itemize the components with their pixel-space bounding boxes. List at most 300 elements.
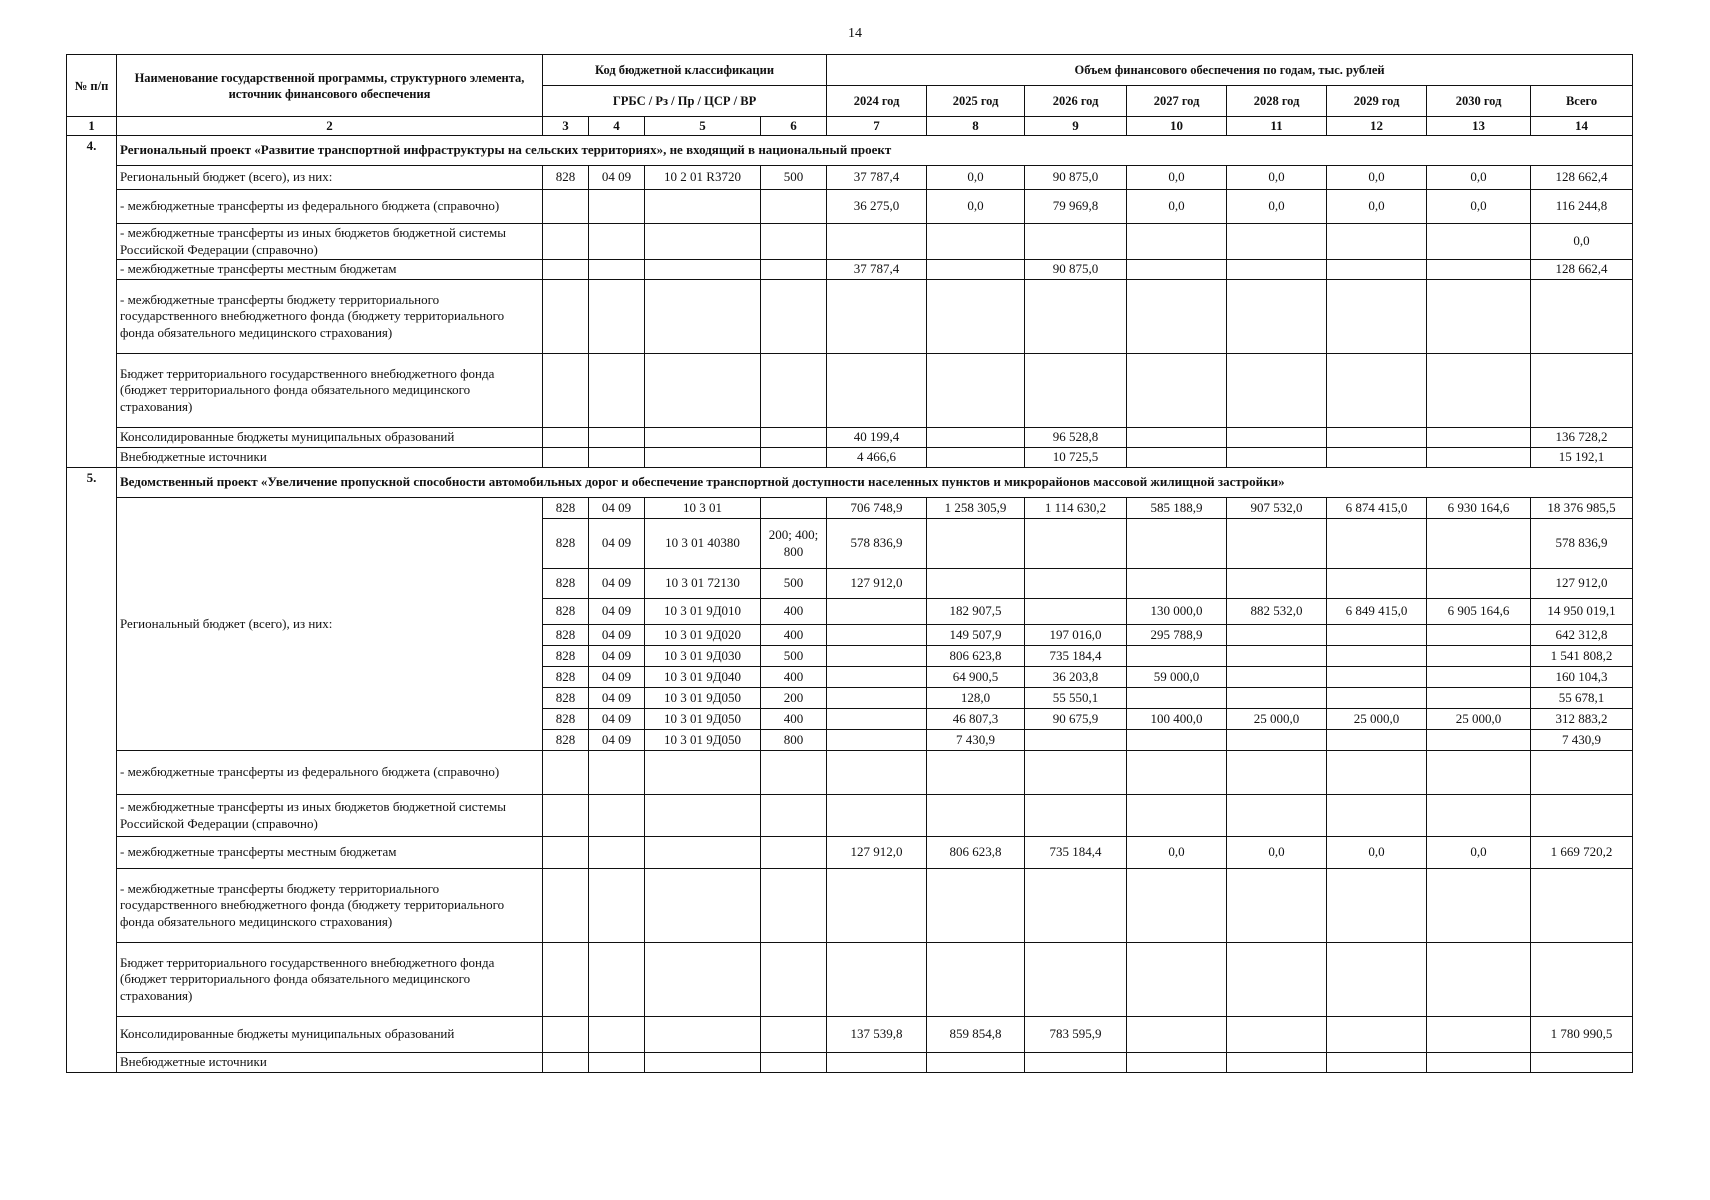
code-cell: 04 09 xyxy=(589,730,645,751)
value-cell xyxy=(1025,943,1127,1017)
code-cell: 828 xyxy=(543,498,589,519)
value-cell xyxy=(1427,751,1531,795)
total-cell: 136 728,2 xyxy=(1531,428,1633,448)
value-cell xyxy=(927,448,1025,468)
value-cell: 6 930 164,6 xyxy=(1427,498,1531,519)
value-cell: 1 258 305,9 xyxy=(927,498,1025,519)
value-cell: 0,0 xyxy=(1427,837,1531,869)
value-cell xyxy=(1327,730,1427,751)
value-cell: 806 623,8 xyxy=(927,837,1025,869)
value-cell xyxy=(927,569,1025,599)
value-cell xyxy=(1327,646,1427,667)
value-cell xyxy=(1227,646,1327,667)
code-cell xyxy=(761,943,827,1017)
header-total: Всего xyxy=(1531,86,1633,117)
code-cell xyxy=(543,869,589,943)
value-cell xyxy=(1427,260,1531,280)
header-year: 2025 год xyxy=(927,86,1025,117)
value-cell xyxy=(1127,730,1227,751)
value-cell: 7 430,9 xyxy=(927,730,1025,751)
code-cell: 828 xyxy=(543,646,589,667)
code-cell: 500 xyxy=(761,646,827,667)
total-cell: 14 950 019,1 xyxy=(1531,599,1633,625)
value-cell: 806 623,8 xyxy=(927,646,1025,667)
value-cell xyxy=(1327,1017,1427,1053)
row-label: Внебюджетные источники xyxy=(117,1053,543,1073)
row-label: Консолидированные бюджеты муниципальных образований xyxy=(117,428,543,448)
value-cell xyxy=(1025,599,1127,625)
column-number: 1 xyxy=(67,117,117,136)
value-cell: 137 539,8 xyxy=(827,1017,927,1053)
code-cell xyxy=(543,260,589,280)
value-cell xyxy=(1227,1017,1327,1053)
code-cell xyxy=(761,751,827,795)
value-cell xyxy=(1327,943,1427,1017)
code-cell xyxy=(761,190,827,224)
code-cell: 04 09 xyxy=(589,498,645,519)
value-cell xyxy=(827,354,927,428)
code-cell: 04 09 xyxy=(589,569,645,599)
total-cell: 128 662,4 xyxy=(1531,166,1633,190)
value-cell xyxy=(1127,1017,1227,1053)
total-cell: 578 836,9 xyxy=(1531,519,1633,569)
code-cell xyxy=(543,224,589,260)
code-cell xyxy=(645,751,761,795)
row-label: - межбюджетные трансферты местным бюджетам xyxy=(117,260,543,280)
column-number: 12 xyxy=(1327,117,1427,136)
value-cell: 100 400,0 xyxy=(1127,709,1227,730)
total-cell xyxy=(1531,280,1633,354)
code-cell: 828 xyxy=(543,625,589,646)
value-cell xyxy=(1427,625,1531,646)
value-cell xyxy=(1327,869,1427,943)
code-cell: 400 xyxy=(761,709,827,730)
section-number: 4. xyxy=(67,136,117,468)
total-cell: 116 244,8 xyxy=(1531,190,1633,224)
value-cell: 55 550,1 xyxy=(1025,688,1127,709)
total-cell xyxy=(1531,1053,1633,1073)
code-cell xyxy=(543,837,589,869)
value-cell xyxy=(1127,448,1227,468)
value-cell xyxy=(1025,519,1127,569)
column-number: 2 xyxy=(117,117,543,136)
header-year: 2029 год xyxy=(1327,86,1427,117)
code-cell xyxy=(589,428,645,448)
value-cell xyxy=(1127,260,1227,280)
table-row xyxy=(67,190,1633,224)
code-cell: 828 xyxy=(543,166,589,190)
code-cell: 828 xyxy=(543,688,589,709)
value-cell: 0,0 xyxy=(927,190,1025,224)
table-row xyxy=(67,166,1633,190)
value-cell xyxy=(1127,224,1227,260)
value-cell xyxy=(1227,354,1327,428)
code-cell: 04 09 xyxy=(589,646,645,667)
code-cell xyxy=(645,795,761,837)
column-number: 3 xyxy=(543,117,589,136)
code-cell: 828 xyxy=(543,730,589,751)
header-year: 2027 год xyxy=(1127,86,1227,117)
value-cell xyxy=(1227,569,1327,599)
value-cell xyxy=(1327,224,1427,260)
code-cell: 10 3 01 72130 xyxy=(645,569,761,599)
code-cell: 400 xyxy=(761,599,827,625)
table-row xyxy=(67,260,1633,280)
value-cell xyxy=(827,599,927,625)
value-cell xyxy=(1025,569,1127,599)
value-cell xyxy=(1427,943,1531,1017)
value-cell: 90 875,0 xyxy=(1025,166,1127,190)
value-cell: 36 275,0 xyxy=(827,190,927,224)
value-cell xyxy=(1427,448,1531,468)
value-cell xyxy=(1127,428,1227,448)
value-cell: 25 000,0 xyxy=(1227,709,1327,730)
total-cell xyxy=(1531,751,1633,795)
value-cell xyxy=(1227,260,1327,280)
section-title: Ведомственный проект «Увеличение пропускной способности автомобильных дорог и обеспечение транспортной доступности населенных пунктов и микрорайонов массовой жилищной застройки» xyxy=(117,468,1633,498)
total-cell xyxy=(1531,943,1633,1017)
row-label: Внебюджетные источники xyxy=(117,448,543,468)
value-cell: 10 725,5 xyxy=(1025,448,1127,468)
code-cell xyxy=(589,448,645,468)
code-cell xyxy=(645,280,761,354)
value-cell xyxy=(1427,667,1531,688)
code-cell: 200; 400; 800 xyxy=(761,519,827,569)
code-cell xyxy=(645,837,761,869)
value-cell: 96 528,8 xyxy=(1025,428,1127,448)
column-number: 5 xyxy=(645,117,761,136)
total-cell: 127 912,0 xyxy=(1531,569,1633,599)
value-cell xyxy=(1427,428,1531,448)
total-cell: 7 430,9 xyxy=(1531,730,1633,751)
value-cell: 0,0 xyxy=(1327,837,1427,869)
code-cell: 10 3 01 9Д010 xyxy=(645,599,761,625)
code-cell xyxy=(543,354,589,428)
code-cell xyxy=(645,224,761,260)
code-cell xyxy=(589,280,645,354)
value-cell xyxy=(1427,1053,1531,1073)
value-cell xyxy=(1327,519,1427,569)
header-num: № п/п xyxy=(67,55,117,117)
total-cell: 1 669 720,2 xyxy=(1531,837,1633,869)
table-row xyxy=(67,1017,1633,1053)
code-cell xyxy=(645,428,761,448)
code-cell: 04 09 xyxy=(589,166,645,190)
value-cell: 64 900,5 xyxy=(927,667,1025,688)
value-cell: 40 199,4 xyxy=(827,428,927,448)
value-cell xyxy=(927,224,1025,260)
value-cell xyxy=(1227,795,1327,837)
section-number: 5. xyxy=(67,468,117,1073)
table-row xyxy=(67,448,1633,468)
value-cell: 128,0 xyxy=(927,688,1025,709)
value-cell xyxy=(1427,354,1531,428)
code-cell xyxy=(543,428,589,448)
value-cell: 0,0 xyxy=(1127,190,1227,224)
code-cell: 200 xyxy=(761,688,827,709)
value-cell xyxy=(1327,667,1427,688)
total-cell: 160 104,3 xyxy=(1531,667,1633,688)
value-cell: 6 905 164,6 xyxy=(1427,599,1531,625)
header-code-group: Код бюджетной классификации xyxy=(543,55,827,86)
value-cell: 25 000,0 xyxy=(1327,709,1427,730)
value-cell: 90 875,0 xyxy=(1025,260,1127,280)
code-cell: 10 3 01 9Д050 xyxy=(645,730,761,751)
row-label: Консолидированные бюджеты муниципальных образований xyxy=(117,1017,543,1053)
code-cell xyxy=(761,1053,827,1073)
code-cell: 500 xyxy=(761,166,827,190)
code-cell xyxy=(589,795,645,837)
code-cell xyxy=(589,224,645,260)
value-cell: 4 466,6 xyxy=(827,448,927,468)
row-label: - межбюджетные трансферты местным бюджетам xyxy=(117,837,543,869)
table-row xyxy=(67,224,1633,260)
table-row xyxy=(67,751,1633,795)
column-number: 14 xyxy=(1531,117,1633,136)
code-cell: 04 09 xyxy=(589,667,645,688)
value-cell xyxy=(1127,1053,1227,1073)
table-row xyxy=(67,354,1633,428)
code-cell xyxy=(543,751,589,795)
value-cell xyxy=(927,795,1025,837)
value-cell xyxy=(927,354,1025,428)
budget-table xyxy=(66,54,1633,1073)
code-cell xyxy=(543,1017,589,1053)
column-number-row xyxy=(67,117,1633,136)
code-cell xyxy=(761,869,827,943)
code-cell: 04 09 xyxy=(589,709,645,730)
value-cell xyxy=(827,795,927,837)
total-cell: 55 678,1 xyxy=(1531,688,1633,709)
value-cell: 0,0 xyxy=(1427,166,1531,190)
value-cell: 1 114 630,2 xyxy=(1025,498,1127,519)
total-cell xyxy=(1531,795,1633,837)
value-cell: 783 595,9 xyxy=(1025,1017,1127,1053)
value-cell: 0,0 xyxy=(1327,166,1427,190)
value-cell xyxy=(1227,224,1327,260)
value-cell: 0,0 xyxy=(1327,190,1427,224)
row-label: Бюджет территориального государственного внебюджетного фонда (бюджет территориального фонда обязательного медицинского страхования) xyxy=(117,943,543,1017)
header-year: 2026 год xyxy=(1025,86,1127,117)
page-number: 14 xyxy=(848,26,862,41)
column-number: 11 xyxy=(1227,117,1327,136)
code-cell xyxy=(645,260,761,280)
table-row xyxy=(67,869,1633,943)
total-cell: 128 662,4 xyxy=(1531,260,1633,280)
header-year: 2024 год xyxy=(827,86,927,117)
value-cell: 0,0 xyxy=(1227,190,1327,224)
value-cell xyxy=(1327,428,1427,448)
value-cell xyxy=(1127,688,1227,709)
code-cell xyxy=(589,1053,645,1073)
value-cell: 578 836,9 xyxy=(827,519,927,569)
row-label: Бюджет территориального государственного внебюджетного фонда (бюджет территориального фонда обязательного медицинского страхования) xyxy=(117,354,543,428)
value-cell xyxy=(927,519,1025,569)
value-cell: 907 532,0 xyxy=(1227,498,1327,519)
value-cell: 735 184,4 xyxy=(1025,646,1127,667)
value-cell xyxy=(1025,795,1127,837)
value-cell xyxy=(1025,869,1127,943)
value-cell: 859 854,8 xyxy=(927,1017,1025,1053)
value-cell xyxy=(1427,688,1531,709)
value-cell: 36 203,8 xyxy=(1025,667,1127,688)
code-cell xyxy=(645,1017,761,1053)
value-cell xyxy=(1227,869,1327,943)
total-cell: 312 883,2 xyxy=(1531,709,1633,730)
value-cell: 59 000,0 xyxy=(1127,667,1227,688)
code-cell: 828 xyxy=(543,709,589,730)
value-cell: 0,0 xyxy=(927,166,1025,190)
code-cell xyxy=(543,943,589,1017)
value-cell xyxy=(1327,569,1427,599)
code-cell: 04 09 xyxy=(589,519,645,569)
value-cell xyxy=(927,260,1025,280)
value-cell xyxy=(1127,795,1227,837)
value-cell xyxy=(1327,280,1427,354)
value-cell xyxy=(1427,519,1531,569)
code-cell xyxy=(543,795,589,837)
value-cell xyxy=(1427,280,1531,354)
value-cell xyxy=(927,751,1025,795)
value-cell: 295 788,9 xyxy=(1127,625,1227,646)
value-cell xyxy=(1427,569,1531,599)
value-cell xyxy=(827,688,927,709)
code-cell: 04 09 xyxy=(589,599,645,625)
value-cell xyxy=(827,625,927,646)
header-code-sub: ГРБС / Рз / Пр / ЦСР / ВР xyxy=(543,86,827,117)
code-cell xyxy=(761,354,827,428)
value-cell: 37 787,4 xyxy=(827,166,927,190)
header-year: 2030 год xyxy=(1427,86,1531,117)
code-cell: 10 3 01 9Д050 xyxy=(645,709,761,730)
row-label: - межбюджетные трансферты бюджету территориального государственного внебюджетного фонда (бюджету территориального фонда обязательного медицинского страхования) xyxy=(117,280,543,354)
code-cell: 400 xyxy=(761,667,827,688)
code-cell: 04 09 xyxy=(589,688,645,709)
value-cell: 6 874 415,0 xyxy=(1327,498,1427,519)
code-cell xyxy=(645,943,761,1017)
code-cell xyxy=(589,943,645,1017)
code-cell: 10 2 01 R3720 xyxy=(645,166,761,190)
value-cell xyxy=(827,709,927,730)
code-cell xyxy=(543,190,589,224)
table-row xyxy=(67,795,1633,837)
row-label: Региональный бюджет (всего), из них: xyxy=(117,498,543,751)
value-cell: 197 016,0 xyxy=(1025,625,1127,646)
code-cell: 828 xyxy=(543,569,589,599)
value-cell xyxy=(1025,280,1127,354)
value-cell xyxy=(1127,751,1227,795)
value-cell xyxy=(927,428,1025,448)
code-cell: 10 3 01 9Д050 xyxy=(645,688,761,709)
value-cell xyxy=(1227,428,1327,448)
code-cell xyxy=(761,1017,827,1053)
code-cell xyxy=(761,260,827,280)
code-cell xyxy=(761,498,827,519)
value-cell xyxy=(1227,625,1327,646)
total-cell: 642 312,8 xyxy=(1531,625,1633,646)
value-cell: 182 907,5 xyxy=(927,599,1025,625)
code-cell: 500 xyxy=(761,569,827,599)
value-cell: 130 000,0 xyxy=(1127,599,1227,625)
value-cell xyxy=(1327,625,1427,646)
value-cell xyxy=(1427,646,1531,667)
row-label: - межбюджетные трансферты из федерального бюджета (справочно) xyxy=(117,751,543,795)
value-cell xyxy=(827,224,927,260)
code-cell xyxy=(645,1053,761,1073)
value-cell: 585 188,9 xyxy=(1127,498,1227,519)
value-cell xyxy=(1025,730,1127,751)
code-cell: 10 3 01 9Д030 xyxy=(645,646,761,667)
total-cell: 15 192,1 xyxy=(1531,448,1633,468)
value-cell xyxy=(827,751,927,795)
value-cell xyxy=(1427,730,1531,751)
section-title-row xyxy=(67,468,1633,498)
value-cell xyxy=(1127,519,1227,569)
code-cell xyxy=(589,260,645,280)
row-label: Региональный бюджет (всего), из них: xyxy=(117,166,543,190)
value-cell: 882 532,0 xyxy=(1227,599,1327,625)
value-cell: 0,0 xyxy=(1227,837,1327,869)
value-cell xyxy=(1227,448,1327,468)
code-cell: 10 3 01 xyxy=(645,498,761,519)
code-cell: 828 xyxy=(543,599,589,625)
value-cell xyxy=(827,667,927,688)
code-cell xyxy=(645,869,761,943)
value-cell xyxy=(827,943,927,1017)
section-title-row xyxy=(67,136,1633,166)
table-row xyxy=(67,280,1633,354)
value-cell xyxy=(1127,569,1227,599)
value-cell: 25 000,0 xyxy=(1427,709,1531,730)
column-number: 10 xyxy=(1127,117,1227,136)
code-cell: 828 xyxy=(543,519,589,569)
value-cell xyxy=(1025,224,1127,260)
total-cell xyxy=(1531,354,1633,428)
header-finance-group: Объем финансового обеспечения по годам, тыс. рублей xyxy=(827,55,1633,86)
table-body xyxy=(67,117,1633,1073)
value-cell xyxy=(1025,751,1127,795)
value-cell xyxy=(927,869,1025,943)
code-cell xyxy=(589,751,645,795)
value-cell xyxy=(827,1053,927,1073)
value-cell xyxy=(827,730,927,751)
value-cell: 0,0 xyxy=(1227,166,1327,190)
total-cell: 0,0 xyxy=(1531,224,1633,260)
code-cell xyxy=(543,448,589,468)
code-cell: 400 xyxy=(761,625,827,646)
code-cell: 10 3 01 9Д020 xyxy=(645,625,761,646)
total-cell: 18 376 985,5 xyxy=(1531,498,1633,519)
value-cell xyxy=(927,1053,1025,1073)
value-cell xyxy=(927,943,1025,1017)
table-row xyxy=(67,943,1633,1017)
code-cell xyxy=(589,190,645,224)
code-cell xyxy=(761,448,827,468)
column-number: 7 xyxy=(827,117,927,136)
value-cell: 90 675,9 xyxy=(1025,709,1127,730)
value-cell xyxy=(1427,869,1531,943)
value-cell: 0,0 xyxy=(1127,837,1227,869)
value-cell xyxy=(1427,224,1531,260)
value-cell xyxy=(1127,943,1227,1017)
code-cell: 828 xyxy=(543,667,589,688)
value-cell: 37 787,4 xyxy=(827,260,927,280)
column-number: 9 xyxy=(1025,117,1127,136)
code-cell xyxy=(589,837,645,869)
header-name: Наименование государственной программы, структурного элемента, источник финансового обеспечения xyxy=(117,55,543,117)
column-number: 13 xyxy=(1427,117,1531,136)
value-cell xyxy=(1025,1053,1127,1073)
